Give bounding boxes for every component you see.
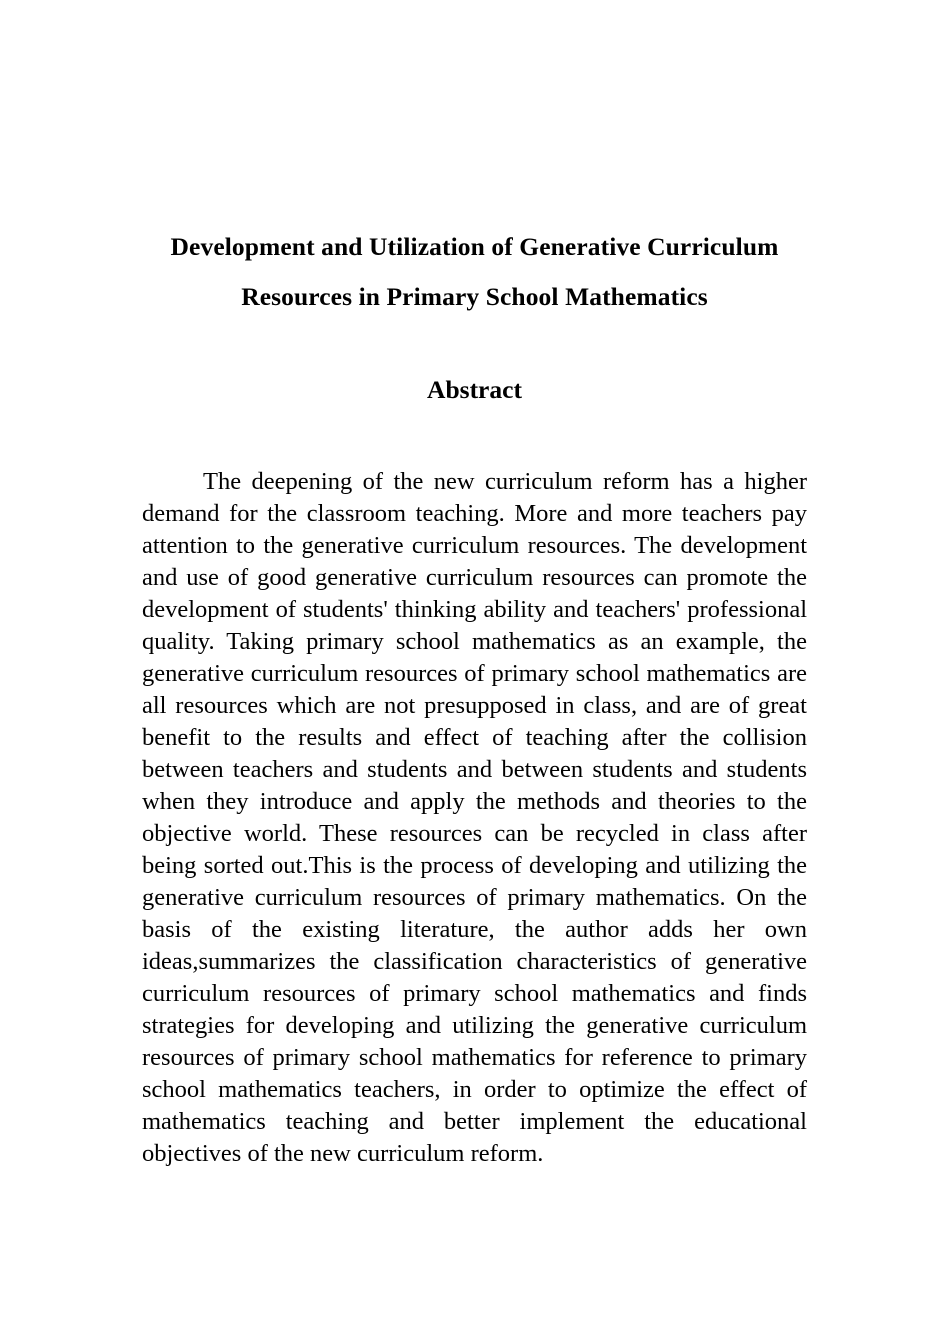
abstract-body-paragraph: The deepening of the new curriculum reform has a higher demand for the classroom teaching. More and more teachers pay attention to the generative curriculum resources. The development and use of good generative curriculum resources can promote the development of students' thinking ability and teachers' professional quality. Taking primary school mathematics as an example, the generative curriculum resources of primary school mathematics are all resources which are not presupposed in class, and are of great benefit to the results and effect of teaching after the collision between teachers and students and between students and students when they introduce and apply the methods and theories to the objective world. These resources can be recycled in class after being sorted out.This is the process of developing and utilizing the generative curriculum resources of primary mathematics. On the basis of the existing literature, the author adds her own ideas,summarizes the classification characteristics of generative curriculum resources of primary school mathematics and finds strategies for developing and utilizing the generative curriculum resources of primary school mathematics for reference to primary school mathematics teachers, in order to optimize the effect of mathematics teaching and better implement the educational objectives of the new curriculum reform.: [142, 468, 807, 1167]
page-title-line-2: Resources in Primary School Mathematics: [241, 282, 708, 311]
page-title: [142, 222, 807, 322]
abstract-section-heading: Abstract: [427, 375, 522, 404]
page-title-line-1: Development and Utilization of Generative Curriculum: [170, 232, 779, 261]
